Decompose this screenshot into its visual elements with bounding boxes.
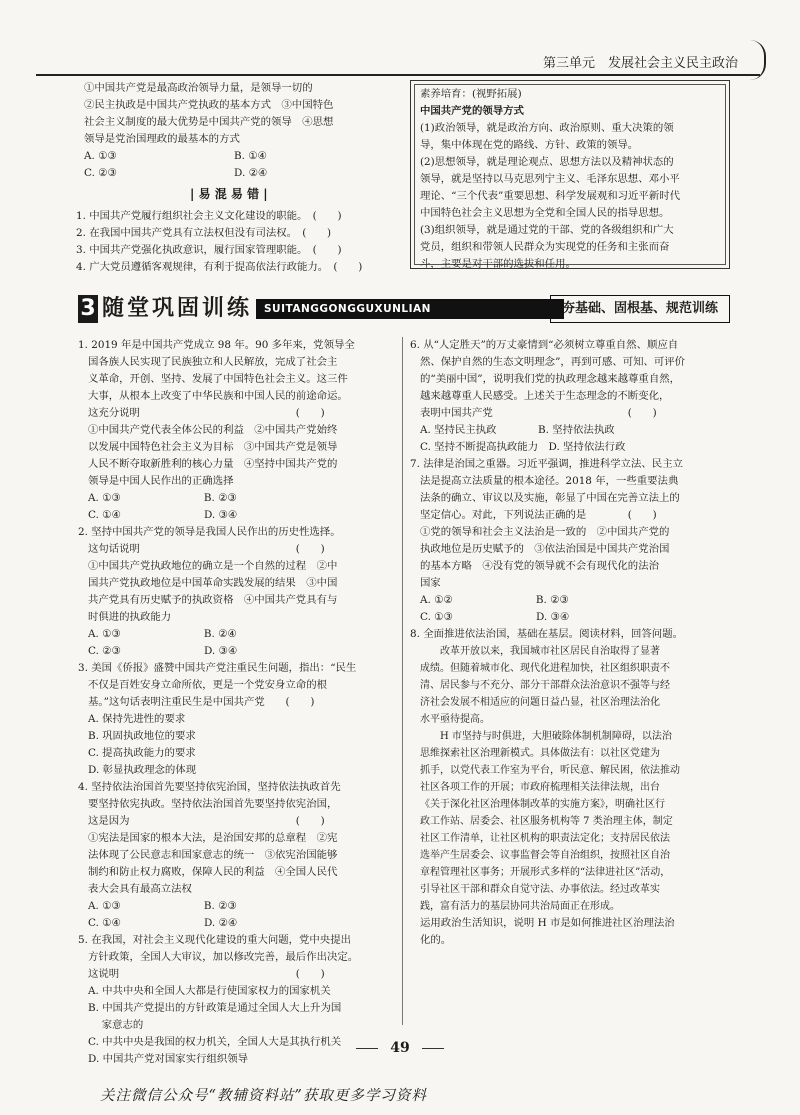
text-line: 不仅是百姓安身立命所依，更是一个党安身立命的根 <box>88 679 327 691</box>
text-line: 这是因为 ( ) <box>88 815 325 827</box>
material-line: 践，富有活力的基层协同共治局面正在形成。 <box>420 901 620 912</box>
text-line: 斗，主要是对干部的选拔和任用。 <box>420 258 576 270</box>
text-line: 领导，就是坚持以马克思列宁主义、毛泽东思想、邓小平 <box>420 173 680 185</box>
option-row: 家意志的 <box>88 1019 144 1031</box>
text-line: 社会主义制度的最大优势是中国共产党的领导 ④思想 <box>84 116 334 128</box>
material-line: 成绩。但随着城市化、现代化进程加快，社区组织职责不 <box>420 663 670 674</box>
text-line: 国各族人民实现了民族独立和人民解放，完成了社会主 <box>88 356 338 368</box>
confusion-list <box>76 208 362 276</box>
box-title: 素养培育：(视野拓展) <box>420 88 522 100</box>
text-line: 领导是党治国理政的最基本的方式 <box>84 133 240 145</box>
section-title: 随堂巩固训练 <box>102 296 253 321</box>
text-line: 大事，从根本上改变了中华民族和中国人民的前途命运。 <box>88 390 348 402</box>
text-line: (2)思想领导，就是理论观点、思想方法以及精神状态的 <box>420 156 674 168</box>
list-item: 1. 中国共产党履行组织社会主义文化建设的职能。 ( ) <box>76 210 342 222</box>
material-line: 社区工作清单，让社区机构的职责法定化；支持居民依法 <box>420 833 670 844</box>
column-divider <box>402 337 403 1025</box>
text-line: ①中国共产党代表全体公民的利益 ②中国共产党始终 <box>88 424 338 436</box>
option-row: C. 坚持不断提高执政能力 D. 坚持依法行政 <box>420 441 626 453</box>
confusion-section-title: | 易 混 易 错 | <box>190 187 268 201</box>
list-item: 3. 中国共产党强化执政意识，履行国家管理职能。 ( ) <box>76 244 342 256</box>
page-number-value: 49 <box>390 1040 410 1056</box>
text-line: 3. 美国《侨报》盛赞中国共产党注重民生问题，指出：“民生 <box>78 662 357 674</box>
page-number <box>0 1040 800 1056</box>
text-line: 8. 全面推进依法治国，基础在基层。阅读材料，回答问题。 <box>410 628 683 640</box>
text-line: 的“美丽中国”，说明我们党的执政理念越来越尊重自然， <box>420 373 680 385</box>
option-row: C. ①④ D. ②④ <box>88 917 238 929</box>
text-line: 4. 坚持依法治国首先要坚持依宪治国，坚持依法执政首先 <box>78 781 341 793</box>
text-line: 中国特色社会主义思想为全党和全国人民的指导思想。 <box>420 207 670 219</box>
text-line: 表明中国共产党 ( ) <box>420 407 657 419</box>
header-rule <box>36 74 760 76</box>
section-pinyin: SUITANGGONGGUXUNLIAN <box>256 299 564 319</box>
text-line: 义革命，开创、坚持、发展了中国特色社会主义。这三件 <box>88 373 348 385</box>
text-line: 理论、“三个代表”重要思想、科学发展观和习近平新时代 <box>420 190 680 202</box>
section-slogan: 夯基础、固根基、规范训练 <box>550 295 730 323</box>
text-line: 人民不断夺取新胜利的核心力量 ④坚持中国共产党的 <box>88 458 338 470</box>
question-prompt: 运用政治生活知识，说明 H 市是如何推进社区治理法治 <box>420 917 675 929</box>
text-line: 5. 在我国，对社会主义现代化建设的重大问题，党中央提出 <box>78 934 351 946</box>
option-row <box>84 148 399 165</box>
option-row: A. ①② B. ②③ <box>420 594 569 606</box>
option-row: C. ①④ D. ③④ <box>88 509 238 521</box>
material-line: 抓手，以党代表工作室为平台，听民意、解民困，依法推动 <box>420 765 680 776</box>
section-banner <box>78 295 730 323</box>
option-row: C. ②③ D. ③④ <box>88 645 238 657</box>
text-line: 然、保护自然的生态文明理念”，再到可感、可知、可评价 <box>420 356 686 368</box>
text-line: 要坚持依宪执政。坚持依法治国首先要坚持依宪治国， <box>88 798 338 810</box>
text-line: ①中国共产党执政地位的确立是一个自然的过程 ②中 <box>88 560 338 572</box>
text-line: 导，集中体现在党的路线、方针、政策的领导。 <box>420 139 639 151</box>
unit-header-title: 第三单元 发展社会主义民主政治 <box>542 56 738 71</box>
text-line: 这句话说明 ( ) <box>88 543 325 555</box>
material-line: 水平亟待提高。 <box>420 714 490 725</box>
option-row: A. ①③ B. ②④ <box>88 628 237 640</box>
option-row: C. 中共中央是我国的权力机关，全国人大是其执行机关 <box>88 1036 342 1048</box>
literacy-box <box>410 80 730 269</box>
text-line: ②民主执政是中国共产党执政的基本方式 ③中国特色 <box>84 99 334 111</box>
text-line: 制约和防止权力腐败，保障人民的利益 ④全国人民代 <box>88 866 338 878</box>
material-line: 《关于深化社区治理体制改革的实施方案》，明确社区行 <box>420 799 665 810</box>
option-row: A. 中共中央和全国人大都是行使国家权力的国家机关 <box>88 985 331 997</box>
question-prompt: 化的。 <box>420 934 452 946</box>
option-row: C. ①③ D. ③④ <box>420 611 570 623</box>
text-line: 7. 法律是治国之重器。习近平强调，推进科学立法、民主立 <box>410 458 683 470</box>
material-line: 政工作站、居委会、社区服务机构等 7 类治理主体，制定 <box>420 816 673 827</box>
text-line: 这充分说明 ( ) <box>88 407 325 419</box>
text-line: 执政地位是历史赋予的 ③依法治国是中国共产党治国 <box>420 543 670 555</box>
text-line: ①宪法是国家的根本大法，是治国安邦的总章程 ②宪 <box>88 832 338 844</box>
text-line: 法体现了公民意志和国家意志的统一 ③依宪治国能够 <box>88 849 338 861</box>
text-line: 2. 坚持中国共产党的领导是我国人民作出的历史性选择。 <box>78 526 341 538</box>
material-line: 改革开放以来，我国城市社区居民自治取得了显著 <box>420 646 660 657</box>
option-row: B. 巩固执政地位的要求 <box>88 730 196 742</box>
right-column <box>410 337 685 949</box>
text-line: 表大会具有最高立法权 <box>88 883 192 895</box>
option-row: D. 彰显执政理念的体现 <box>88 764 197 776</box>
section-number: 3 <box>78 295 98 323</box>
text-line: 坚定信心。对此，下列说法正确的是 ( ) <box>420 509 657 521</box>
material-line: 济社会发展不相适应的问题日益凸显，社区治理法治化 <box>420 697 660 708</box>
text-line: 1. 2019 年是中国共产党成立 98 年。90 多年来，党领导全 <box>78 339 355 351</box>
option-row: A. 保持先进性的要求 <box>88 713 186 725</box>
text-line: 共产党具有历史赋予的执政资格 ④中国共产党具有与 <box>88 594 338 606</box>
text-line: 党员，组织和带领人民群众为实现党的任务和主张而奋 <box>420 241 670 253</box>
text-line: ①党的领导和社会主义法治是一致的 ②中国共产党的 <box>420 526 670 538</box>
list-item: 2. 在我国中国共产党具有立法权但没有司法权。 ( ) <box>76 227 332 239</box>
text-line: ①中国共产党是最高政治领导力量，是领导一切的 <box>84 82 313 94</box>
left-column <box>78 337 358 1068</box>
material-line: H 市坚持与时俱进，大胆破除体制机制障碍，以法治 <box>420 731 672 742</box>
list-item: 4. 广大党员遵循客观规律，有利于提高依法行政能力。 ( ) <box>76 261 363 273</box>
text-line: 越来越尊重人民感受。上述关于生态理念的不断变化， <box>420 390 670 402</box>
text-line: 这说明 ( ) <box>88 968 325 980</box>
text-line: 法是提高立法质量的根本途径。2018 年，一些重要法典 <box>420 475 679 487</box>
option-row: B. 中国共产党提出的方针政策是通过全国人大上升为国 <box>88 1002 342 1014</box>
text-line: 方针政策，全国人大审议，加以修改完善，最后作出决定。 <box>88 951 359 963</box>
top-left-question <box>84 80 399 182</box>
text-line: 以发展中国特色社会主义为目标 ③中国共产党是领导 <box>88 441 338 453</box>
option: A. ①③ <box>84 150 117 162</box>
text-line: 国家 <box>420 577 441 589</box>
option-row: C. 提高执政能力的要求 <box>88 747 196 759</box>
material-line: 思维探索社区治理新模式。具体做法有：以社区党建为 <box>420 748 660 759</box>
text-line: 的基本方略 ④没有党的领导就不会有现代化的法治 <box>420 560 659 572</box>
option-row: A. 坚持民主执政 B. 坚持依法执政 <box>420 424 615 436</box>
material-line: 清、居民参与不充分、部分干部群众法治意识不强等与经 <box>420 680 670 691</box>
box-subtitle: 中国共产党的领导方式 <box>420 105 524 117</box>
material-line: 引导社区干部和群众自觉守法、办事依法。经过改革实 <box>420 884 660 895</box>
material-line: 选举产生居委会、议事监督会等自治组织，按照社区自治 <box>420 850 670 861</box>
text-line: 时俱进的执政能力 <box>88 611 172 623</box>
option-row: D. 中国共产党对国家实行组织领导 <box>88 1053 249 1065</box>
text-line: 法条的确立、审议以及实施，彰显了中国在完善立法上的 <box>420 492 680 504</box>
material-line: 社区各项工作的开展；市政府梳理相关法律法规，出台 <box>420 782 660 793</box>
option-row <box>84 165 399 182</box>
option-row: A. ①③ B. ②③ <box>88 900 237 912</box>
text-line: (1)政治领导，就是政治方向、政治原则、重大决策的领 <box>420 122 674 134</box>
option: C. ②③ <box>84 167 117 179</box>
option-row: A. ①③ B. ②③ <box>88 492 237 504</box>
text-line: 基。”这句话表明注重民生是中国共产党 ( ) <box>88 696 315 708</box>
footer-note: 关注微信公众号“教辅资料站”获取更多学习资料 <box>100 1088 427 1104</box>
material-line: 章程管理社区事务；开展形式多样的“法律进社区”活动， <box>420 867 671 878</box>
text-line: 6. 从“人定胜天”的万丈豪情到“必须树立尊重自然、顺应自 <box>410 339 679 351</box>
text-line: 领导是中国人民作出的正确选择 <box>88 475 234 487</box>
option: D. ②④ <box>234 167 268 179</box>
text-line: 国共产党执政地位是中国革命实践发展的结果 ③中国 <box>88 577 338 589</box>
text-line: (3)组织领导，就是通过党的干部、党的各级组织和广大 <box>420 224 674 236</box>
option: B. ①④ <box>234 150 267 162</box>
